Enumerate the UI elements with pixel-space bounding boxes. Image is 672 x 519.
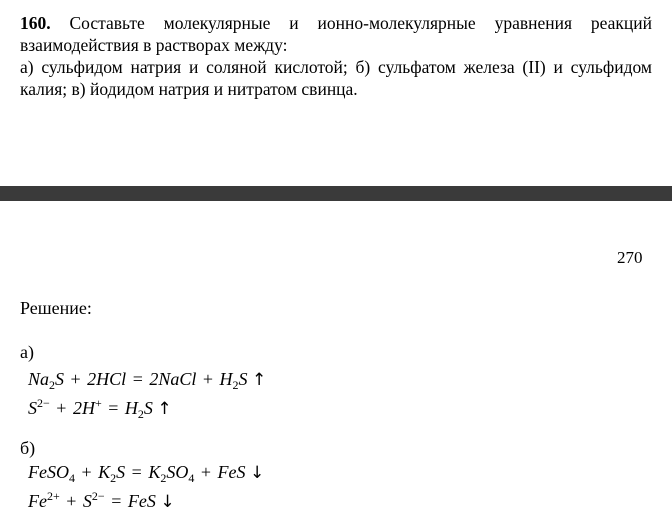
equation-a-ionic bbox=[28, 396, 172, 422]
eq-plus: + bbox=[70, 369, 81, 389]
eq-term: FeSO bbox=[28, 462, 69, 482]
eq-term: S bbox=[238, 369, 248, 389]
eq-charge: 2− bbox=[37, 396, 50, 410]
eq-equals: = bbox=[108, 398, 119, 418]
eq-subscript: 2 bbox=[49, 378, 56, 392]
eq-term: SO bbox=[166, 462, 189, 482]
eq-term: S bbox=[116, 462, 126, 482]
precipitate-arrow-down-icon: ↓ bbox=[249, 463, 265, 483]
eq-term: Na bbox=[28, 369, 50, 389]
equation-a-molecular bbox=[28, 369, 266, 393]
eq-term: 2H bbox=[72, 398, 95, 418]
page-number: 270 bbox=[617, 248, 643, 267]
eq-term: S bbox=[143, 398, 153, 418]
part-b-label: б) bbox=[20, 438, 36, 458]
eq-term: H bbox=[124, 398, 138, 418]
eq-term: S bbox=[82, 491, 92, 511]
eq-charge: 2+ bbox=[46, 489, 60, 503]
equation-b-ionic bbox=[28, 489, 175, 512]
eq-term: FeS bbox=[217, 462, 246, 482]
eq-subscript: 4 bbox=[68, 471, 75, 485]
eq-plus: + bbox=[202, 369, 214, 389]
page-divider-bar bbox=[0, 186, 672, 201]
eq-term: FeS bbox=[127, 491, 156, 511]
eq-term: 2NaCl bbox=[149, 369, 197, 389]
gas-arrow-up-icon: ↑ bbox=[252, 370, 267, 390]
task-number: 160. bbox=[20, 13, 51, 33]
task-statement bbox=[20, 12, 652, 100]
eq-subscript: 2 bbox=[110, 471, 117, 485]
eq-subscript: 2 bbox=[137, 407, 144, 421]
eq-term: H bbox=[219, 369, 233, 389]
eq-term: S bbox=[28, 398, 37, 418]
solution-heading: Решение: bbox=[20, 298, 92, 318]
eq-subscript: 2 bbox=[232, 378, 239, 392]
eq-equals: = bbox=[132, 369, 143, 389]
precipitate-arrow-down-icon: ↓ bbox=[160, 492, 175, 512]
eq-subscript: 2 bbox=[160, 471, 167, 485]
eq-equals: = bbox=[111, 491, 122, 511]
eq-term: Fe bbox=[28, 491, 47, 511]
eq-charge: 2− bbox=[91, 489, 105, 503]
eq-term: K bbox=[98, 462, 111, 482]
equation-b-molecular bbox=[28, 462, 264, 486]
eq-plus: + bbox=[66, 491, 77, 511]
task-options: а) сульфидом натрия и соляной кислотой; б) сульфатом железа (II) и сульфидом калия; в) йодидом натрия и нитратом свинца. bbox=[20, 57, 652, 99]
task-paragraph bbox=[20, 12, 652, 56]
eq-term: K bbox=[148, 462, 161, 482]
eq-equals: = bbox=[131, 462, 142, 482]
eq-subscript: 4 bbox=[188, 471, 195, 485]
task-text: Составьте молекулярные и ионно-молекулярные уравнения реакций взаимодействия в растворах между: bbox=[20, 13, 652, 55]
gas-arrow-up-icon: ↑ bbox=[157, 399, 172, 419]
eq-plus: + bbox=[200, 462, 211, 482]
eq-plus: + bbox=[81, 462, 92, 482]
eq-term: 2HCl bbox=[87, 369, 127, 389]
eq-term: S bbox=[55, 369, 65, 389]
part-a-label: а) bbox=[20, 342, 34, 362]
eq-charge: + bbox=[94, 396, 102, 410]
eq-plus: + bbox=[56, 398, 67, 418]
